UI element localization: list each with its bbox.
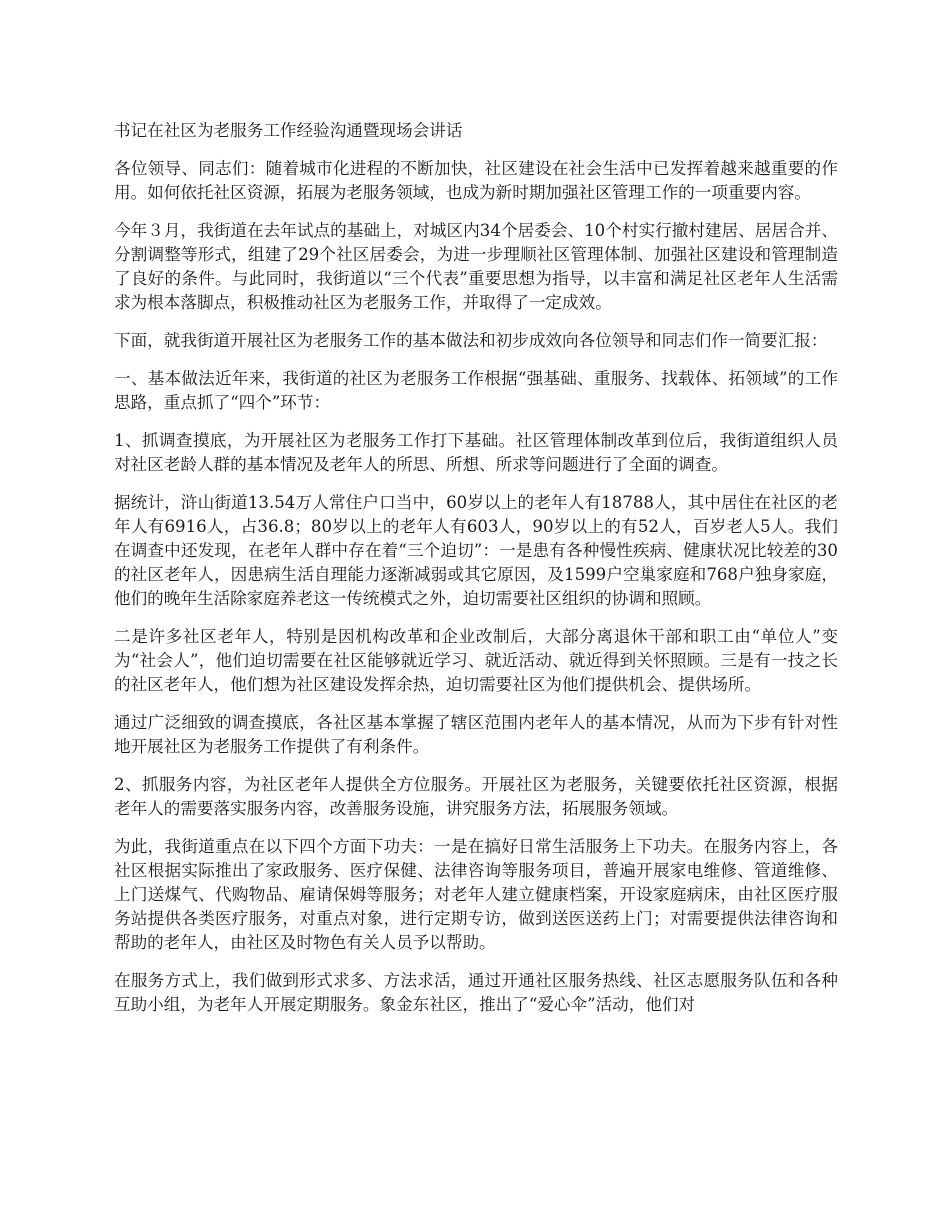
paragraph-statistics: 据统计，浒山街道13.54万人常住户口当中，60岁以上的老年人有18788人，其中居住在社区的老年人有6916人，占36.8；80岁以上的老年人有603人，90岁以上的有52人，百岁老人5人。我们在调查中还发现，在老年人群中存在着“三个迫切”：一是患有各种慢性疾病、健康状况比较差的30的社区老年人，因患病生活自理能力逐渐减弱或其它原因，及1599户空巢家庭和768户独身家庭，他们的晚年生活除家庭养老这一传统模式之外，迫切需要社区组织的协调和照顾。 xyxy=(114,493,838,608)
paragraph-background: 今年３月，我街道在去年试点的基础上，对城区内34个居委会、10个村实行撤村建居、居居合并、分割调整等形式，组建了29个社区居委会，为进一步理顺社区管理体制、加强社区建设和管理制造了良好的条件。与此同时，我街道以“三个代表”重要思想为指导，以丰富和满足社区老年人生活需求为根本落脚点，积极推动社区为老服务工作，并取得了一定成效。 xyxy=(114,221,838,312)
paragraph-service-content: 2、抓服务内容，为社区老年人提供全方位服务。开展社区为老服务，关键要依托社区资源，根据老年人的需要落实服务内容，改善服务设施，讲究服务方法，拓展服务领域。 xyxy=(114,775,838,818)
paragraph-opening: 各位领导、同志们：随着城市化进程的不断加快，社区建设在社会生活中已发挥着越来越重要的作用。如何依托社区资源，拓展为老服务领域，也成为新时期加强社区管理工作的一项重要内容。 xyxy=(114,159,838,202)
paragraph-service-methods: 在服务方式上，我们做到形式求多、方法求活，通过开通社区服务热线、社区志愿服务队伍和各种互助小组，为老年人开展定期服务。象金东社区，推出了“爱心伞”活动，他们对 xyxy=(114,971,838,1014)
paragraph-investigation: 1、抓调查摸底，为开展社区为老服务工作打下基础。社区管理体制改革到位后，我街道组织人员对社区老龄人群的基本情况及老年人的所思、所想、所求等问题进行了全面的调查。 xyxy=(114,431,838,474)
paragraph-report-intro: 下面，就我街道开展社区为老服务工作的基本做法和初步成效向各位领导和同志们作一简要汇报： xyxy=(114,331,828,350)
paragraph-four-aspects: 为此，我街道重点在以下四个方面下功夫：一是在搞好日常生活服务上下功夫。在服务内容上，各社区根据实际推出了家政服务、医疗保健、法律咨询等服务项目，普遍开展家电维修、管道维修、上门送煤气、代购物品、雇请保姆等服务；对老年人建立健康档案，开设家庭病床，由社区医疗服务站提供各类医疗服务，对重点对象，进行定期专访，做到送医送药上门；对需要提供法律咨询和帮助的老年人，由社区及时物色有关人员予以帮助。 xyxy=(114,837,838,952)
paragraph-survey-result: 通过广泛细致的调查摸底，各社区基本掌握了辖区范围内老年人的基本情况，从而为下步有针对性地开展社区为老服务工作提供了有利条件。 xyxy=(114,713,838,756)
paragraph-section-one: 一、基本做法近年来，我街道的社区为老服务工作根据“强基础、重服务、找载体、拓领域”的工作思路，重点抓了“四个”环节： xyxy=(114,369,838,412)
document-page xyxy=(114,119,838,1031)
paragraph-needs: 二是许多社区老年人，特别是因机构改革和企业改制后，大部分离退休干部和职工由“单位人”变为“社会人”，他们迫切需要在社区能够就近学习、就近活动、就近得到关怀照顾。三是有一技之长的社区老年人，他们想为社区建设发挥余热，迫切需要社区为他们提供机会、提供场所。 xyxy=(114,627,838,694)
document-title: 书记在社区为老服务工作经验沟通暨现场会讲话 xyxy=(114,121,463,140)
